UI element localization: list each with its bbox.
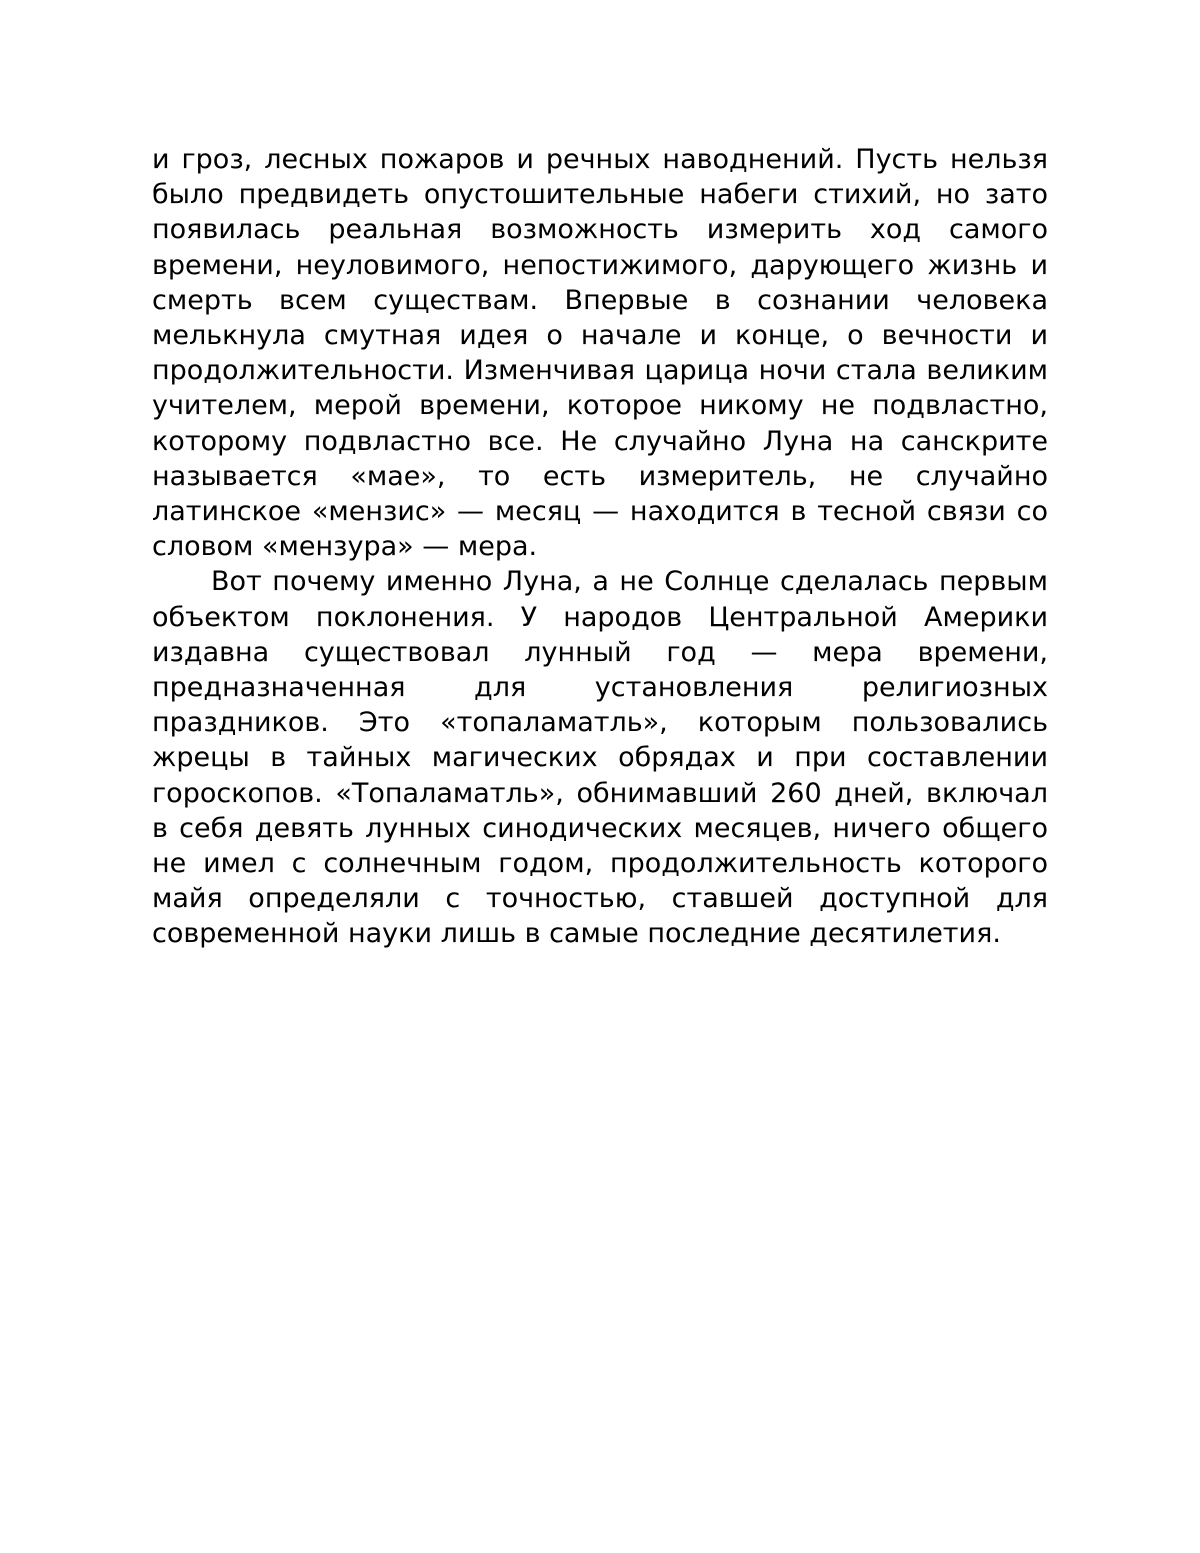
paragraph-continuation: и гроз, лесных пожаров и речных наводнений. Пусть нельзя было предвидеть опустошительные набеги стихий, но зато появилась реальная возможность измерить ход самого времени, неуловимого, непостижимого, дарующего жизнь и смерть всем существам. Впервые в сознании человека мелькнула смутная идея о начале и конце, о вечности и продолжительности. Изменчивая царица ночи стала великим учителем, мерой времени, которое никому не подвластно, которому подвластно все. Не случайно Луна на санскрите называется «мае», то есть измеритель, не случайно латинское «мензис» — месяц — находится в тесной связи со словом «мензура» — мера.: [152, 144, 1048, 563]
paragraph: Вот почему именно Луна, а не Солнце сделалась первым объектом поклонения. У народов Центральной Америки издавна существовал лунный год — мера времени, предназначенная для установления религиозных праздников. Это «топаламатль», которым пользовались жрецы в тайных магических обрядах и при составлении гороскопов. «Топаламатль», обнимавший 260 дней, включал в себя девять лунных синодических месяцев, ничего общего не имел с солнечным годом, продолжительность которого майя определяли с точностью, ставшей доступной для современной науки лишь в самые последние десятилетия.: [152, 566, 1048, 950]
body-text: [152, 142, 1048, 952]
